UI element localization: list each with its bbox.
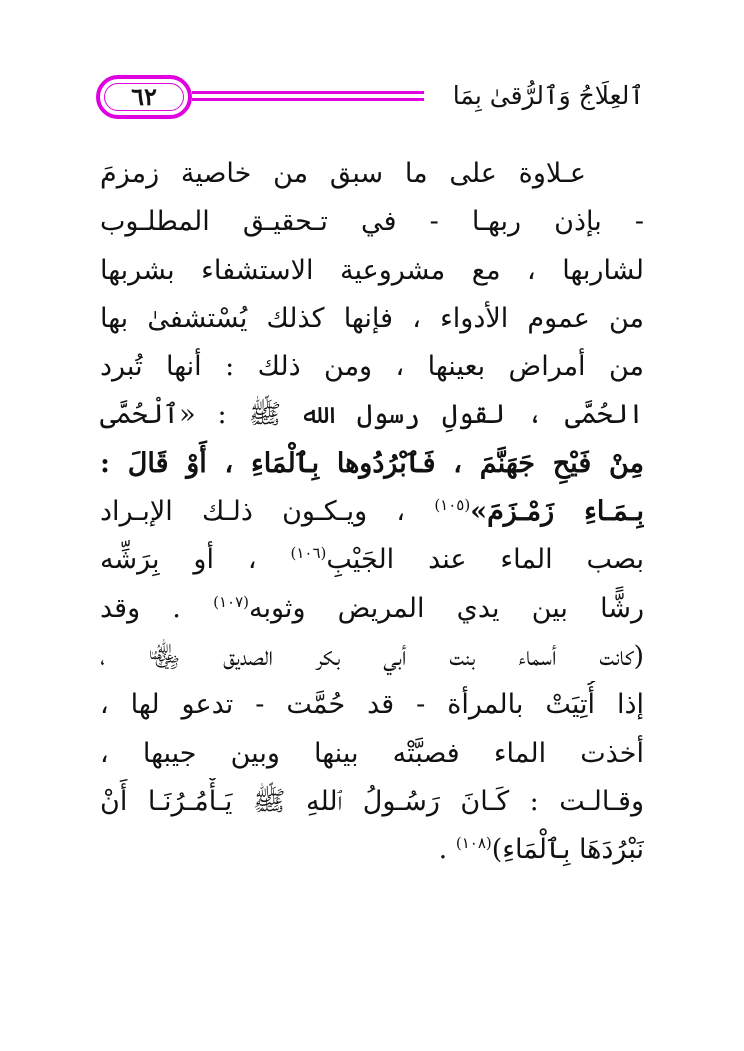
footnote-ref[interactable]: (١٠٧) bbox=[213, 592, 249, 611]
hadith-text: بِـمَـاءِ زَمْـزَمَ» bbox=[470, 496, 644, 528]
text-line: عـلاوة على ما سبق من خاصية زمزمَ bbox=[100, 158, 586, 189]
running-title: ٱلعِلَاجُ وَٱلرُّقىٰ بِمَا bbox=[452, 81, 644, 110]
body-text bbox=[100, 150, 644, 874]
footnote-ref[interactable]: (١٠٦) bbox=[290, 544, 327, 563]
line-text: ، ويـكـون ذلـك الإبـراد bbox=[100, 496, 406, 528]
text-line bbox=[100, 391, 644, 439]
text-line bbox=[100, 488, 644, 536]
header-rule-line bbox=[192, 98, 424, 101]
line-text: ، أو بِرَشِّه bbox=[100, 544, 257, 576]
text-line: من عموم الأدواء ، فإنها كذلك يُسْتشفىٰ بها bbox=[100, 302, 644, 334]
header-rule bbox=[192, 89, 424, 105]
hadith-text: مِنْ فَيْحِ جَهَنَّمَ ، فَٱبْرُدُوها بِٱلْمَاءِ ، أَوْ قَالَ : bbox=[100, 447, 644, 479]
text-line: إذا أُتِيَتْ بالمرأة - قد حُمَّت - تدعو لها ، bbox=[100, 689, 644, 721]
text-line: من أمراض بعينها ، ومن ذلك : أنها تُبرد bbox=[100, 351, 644, 383]
line-text: . وقد bbox=[100, 592, 181, 624]
page-number-badge bbox=[96, 75, 192, 119]
text-line: أخذت الماء فصبَّتْه بينها وبين جيبها ، bbox=[100, 737, 644, 769]
line-text: بصب الماء عند الجَيْبِ bbox=[326, 544, 644, 576]
text-line: (كانت أسماء بنت أبي بكر الصديق ﵄ ، bbox=[100, 640, 644, 672]
line-text: رشًّا بين يدي المريض وثوبه bbox=[248, 592, 644, 624]
text-line bbox=[100, 826, 644, 874]
page-number: ٦٢ bbox=[131, 82, 157, 111]
text-line bbox=[100, 440, 644, 488]
footnote-ref[interactable]: (١٠٨) bbox=[455, 834, 492, 853]
text-line: لشاربها ، مع مشروعية الاستشفاء بشربها bbox=[100, 254, 644, 286]
text-line bbox=[100, 585, 644, 633]
text-line bbox=[100, 536, 644, 584]
line-text: . bbox=[438, 834, 448, 866]
line-text: نَبْرُدَهَا بِٱلْمَاءِ) bbox=[491, 834, 644, 866]
text-line: - بإذن ربهـا - في تـحقيـق المطلـوب bbox=[100, 206, 644, 238]
footnote-ref[interactable]: (١٠٥) bbox=[434, 496, 471, 515]
header-rule-line bbox=[192, 91, 424, 94]
line-text: الحُمَّى ، لقولِ رسول الله ﷺ : «ٱلْحُمَّى bbox=[100, 399, 644, 431]
text-line: وقـالـت : كَـانَ رَسُـولُ ٱللهِ ﷺ يَـأْمُـرُنَـا أَنْ bbox=[100, 785, 644, 817]
page-header bbox=[96, 70, 644, 130]
